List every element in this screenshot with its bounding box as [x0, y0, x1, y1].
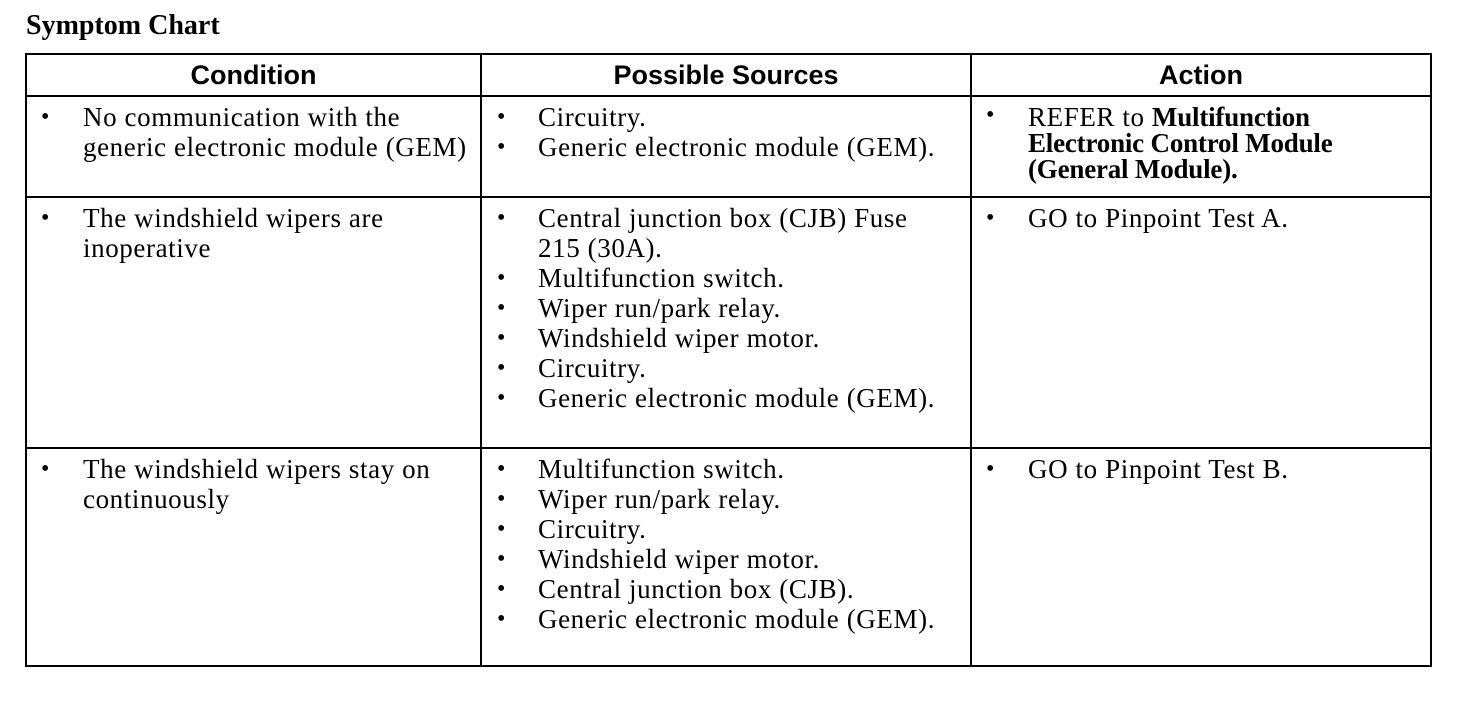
condition-text: • The windshield wipers are inoperative — [27, 203, 480, 263]
action-item: • GO to Pinpoint Test B. — [972, 454, 1430, 484]
source-item: • Generic electronic module (GEM). — [482, 383, 970, 413]
possible-sources-header: Possible Sources — [481, 54, 971, 96]
sources-cell — [481, 448, 971, 666]
action-item: • GO to Pinpoint Test A. — [972, 203, 1430, 233]
action-item — [972, 102, 1430, 182]
source-item: • Wiper run/park relay. — [482, 484, 970, 514]
action-bold-line-2: Electronic Control Module — [1028, 128, 1333, 158]
table-row — [26, 197, 1431, 448]
condition-cell — [26, 197, 481, 448]
source-item: • Central junction box (CJB). — [482, 574, 970, 604]
condition-text: • No communication with the generic electronic module (GEM) — [27, 102, 480, 162]
action-bold-line-3: (General Module). — [1028, 154, 1238, 184]
condition-cell — [26, 448, 481, 666]
source-item: • Generic electronic module (GEM). — [482, 604, 970, 634]
source-item: • Multifunction switch. — [482, 263, 970, 293]
action-cell — [971, 448, 1431, 666]
symptom-chart-table — [25, 53, 1432, 667]
condition-cell — [26, 96, 481, 197]
source-item: • Wiper run/park relay. — [482, 293, 970, 323]
source-item: • Generic electronic module (GEM). — [482, 132, 970, 162]
source-item: • Circuitry. — [482, 102, 970, 132]
source-item: • Central junction box (CJB) Fuse 215 (30A). — [482, 203, 970, 263]
source-item: • Circuitry. — [482, 353, 970, 383]
sources-cell — [481, 96, 971, 197]
source-item: • Windshield wiper motor. — [482, 544, 970, 574]
action-cell — [971, 96, 1431, 197]
action-bold-line-1: Multifunction — [1151, 102, 1310, 132]
action-prefix: REFER to — [1028, 102, 1152, 132]
source-item: • Windshield wiper motor. — [482, 323, 970, 353]
source-item: • Circuitry. — [482, 514, 970, 544]
source-item: • Multifunction switch. — [482, 454, 970, 484]
condition-header: Condition — [26, 54, 481, 96]
sources-cell — [481, 197, 971, 448]
action-cell — [971, 197, 1431, 448]
table-row — [26, 448, 1431, 666]
chart-title: Symptom Chart — [26, 10, 220, 41]
action-header: Action — [971, 54, 1431, 96]
header-row — [26, 54, 1431, 96]
condition-text: • The windshield wipers stay on continuously — [27, 454, 480, 514]
table-row — [26, 96, 1431, 197]
